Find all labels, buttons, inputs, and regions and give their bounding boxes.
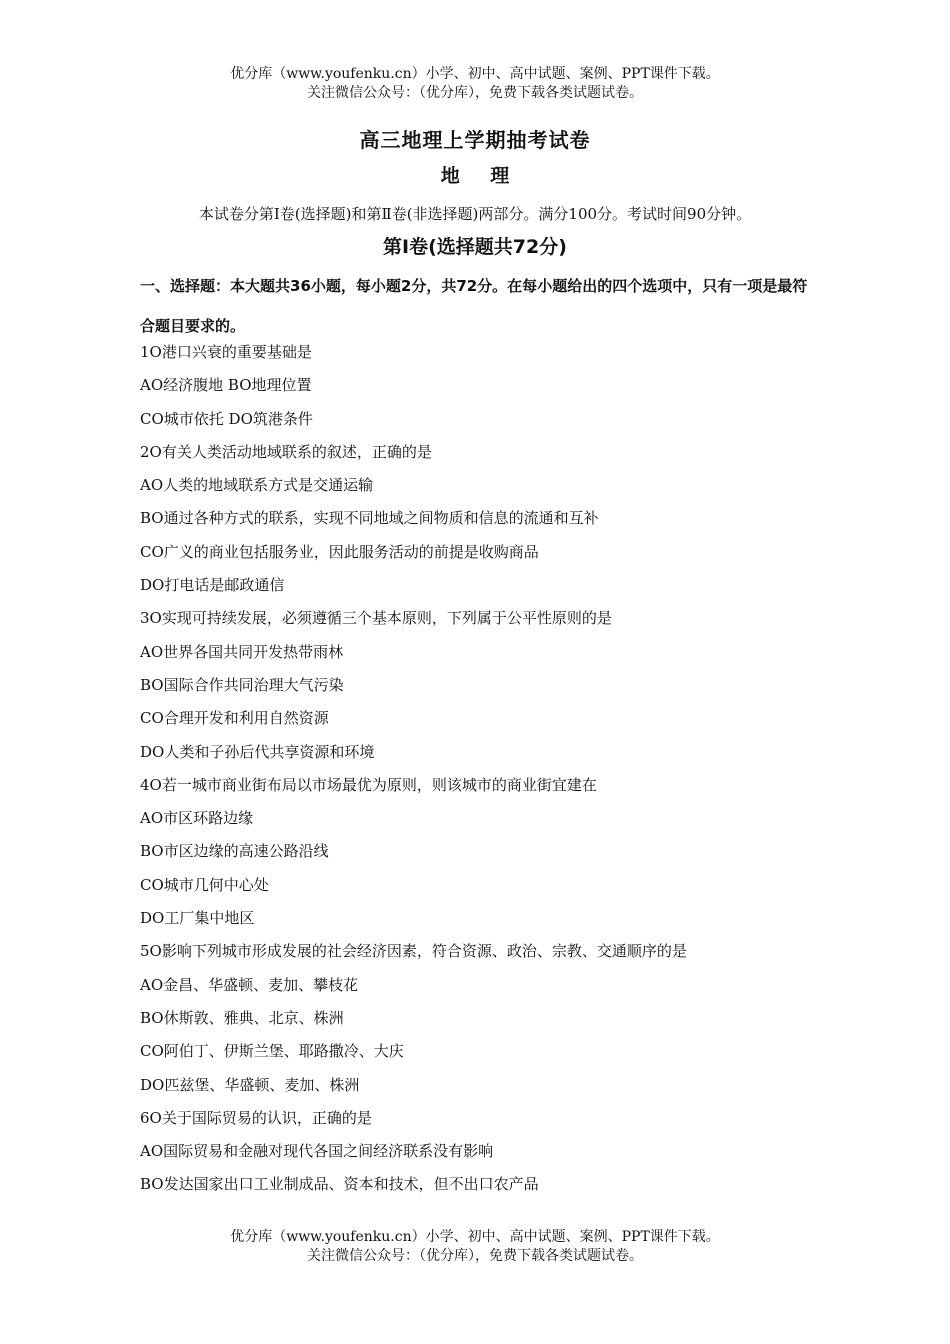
option-line: DO匹兹堡、华盛顿、麦加、株洲 [140, 1075, 360, 1094]
question-line: 2O有关人类活动地域联系的叙述，正确的是 [140, 442, 432, 461]
footer-line-2: 关注微信公众号：（优分库），免费下载各类试题试卷。 [307, 1248, 643, 1264]
option-line: DO工厂集中地区 [140, 909, 255, 928]
exam-intro: 本试卷分第Ⅰ卷(选择题)和第Ⅱ卷(非选择题)两部分。满分100分。考试时间90分钟。 [198, 205, 752, 223]
question-line: 3O实现可持续发展，必须遵循三个基本原则，下列属于公平性原则的是 [140, 609, 612, 628]
page-footer [0, 1228, 950, 1266]
option-line: CO广义的商业包括服务业，因此服务活动的前提是收购商品 [140, 542, 539, 561]
section-title: 第Ⅰ卷(选择题共72分) [383, 236, 567, 258]
option-line: BO国际合作共同治理大气污染 [140, 675, 344, 694]
option-line: DO打电话是邮政通信 [140, 576, 285, 595]
document-title: 高三地理上学期抽考试卷 [359, 128, 591, 152]
header-line-2: 关注微信公众号：（优分库），免费下载各类试题试卷。 [307, 85, 643, 101]
option-line: AO经济腹地 BO地理位置 [140, 376, 312, 395]
option-line: AO金昌、华盛顿、麦加、攀枝花 [140, 975, 359, 994]
option-line: BO休斯敦、雅典、北京、株洲 [140, 1008, 344, 1027]
question-list [140, 336, 840, 1202]
footer-line-1: 优分库（www.youfenku.cn）小学、初中、高中试题、案例、PPT课件下载。 [230, 1229, 720, 1245]
option-line: CO城市依托 DO筑港条件 [140, 409, 313, 428]
option-line: AO市区环路边缘 [140, 809, 254, 828]
question-line: 5O影响下列城市形成发展的社会经济因素，符合资源、政治、宗教、交通顺序的是 [140, 942, 687, 961]
header-line-1: 优分库（www.youfenku.cn）小学、初中、高中试题、案例、PPT课件下载。 [230, 66, 720, 82]
option-line: CO合理开发和利用自然资源 [140, 709, 329, 728]
section-instruction: 一、选择题：本大题共36小题，每小题2分，共72分。在每小题给出的四个选项中，只有一项是最符合题目要求的。 [140, 277, 808, 335]
option-line: AO人类的地域联系方式是交通运输 [140, 476, 374, 495]
option-line: DO人类和子孙后代共享资源和环境 [140, 742, 375, 761]
option-line: BO通过各种方式的联系，实现不同地域之间物质和信息的流通和互补 [140, 509, 599, 528]
subject-heading: 地 理 [440, 165, 522, 187]
page-header [0, 65, 950, 103]
question-line: 4O若一城市商业街布局以市场最优为原则，则该城市的商业街宜建在 [140, 775, 597, 794]
option-line: BO发达国家出口工业制成品、资本和技术，但不出口农产品 [140, 1175, 539, 1194]
option-line: CO城市几何中心处 [140, 875, 269, 894]
option-line: AO世界各国共同开发热带雨林 [140, 642, 344, 661]
question-line: 6O关于国际贸易的认识，正确的是 [140, 1108, 372, 1127]
question-line: 1O港口兴衰的重要基础是 [140, 343, 312, 361]
option-line: CO阿伯丁、伊斯兰堡、耶路撒冷、大庆 [140, 1042, 404, 1061]
option-line: BO市区边缘的高速公路沿线 [140, 842, 329, 861]
option-line: AO国际贸易和金融对现代各国之间经济联系没有影响 [140, 1142, 494, 1161]
